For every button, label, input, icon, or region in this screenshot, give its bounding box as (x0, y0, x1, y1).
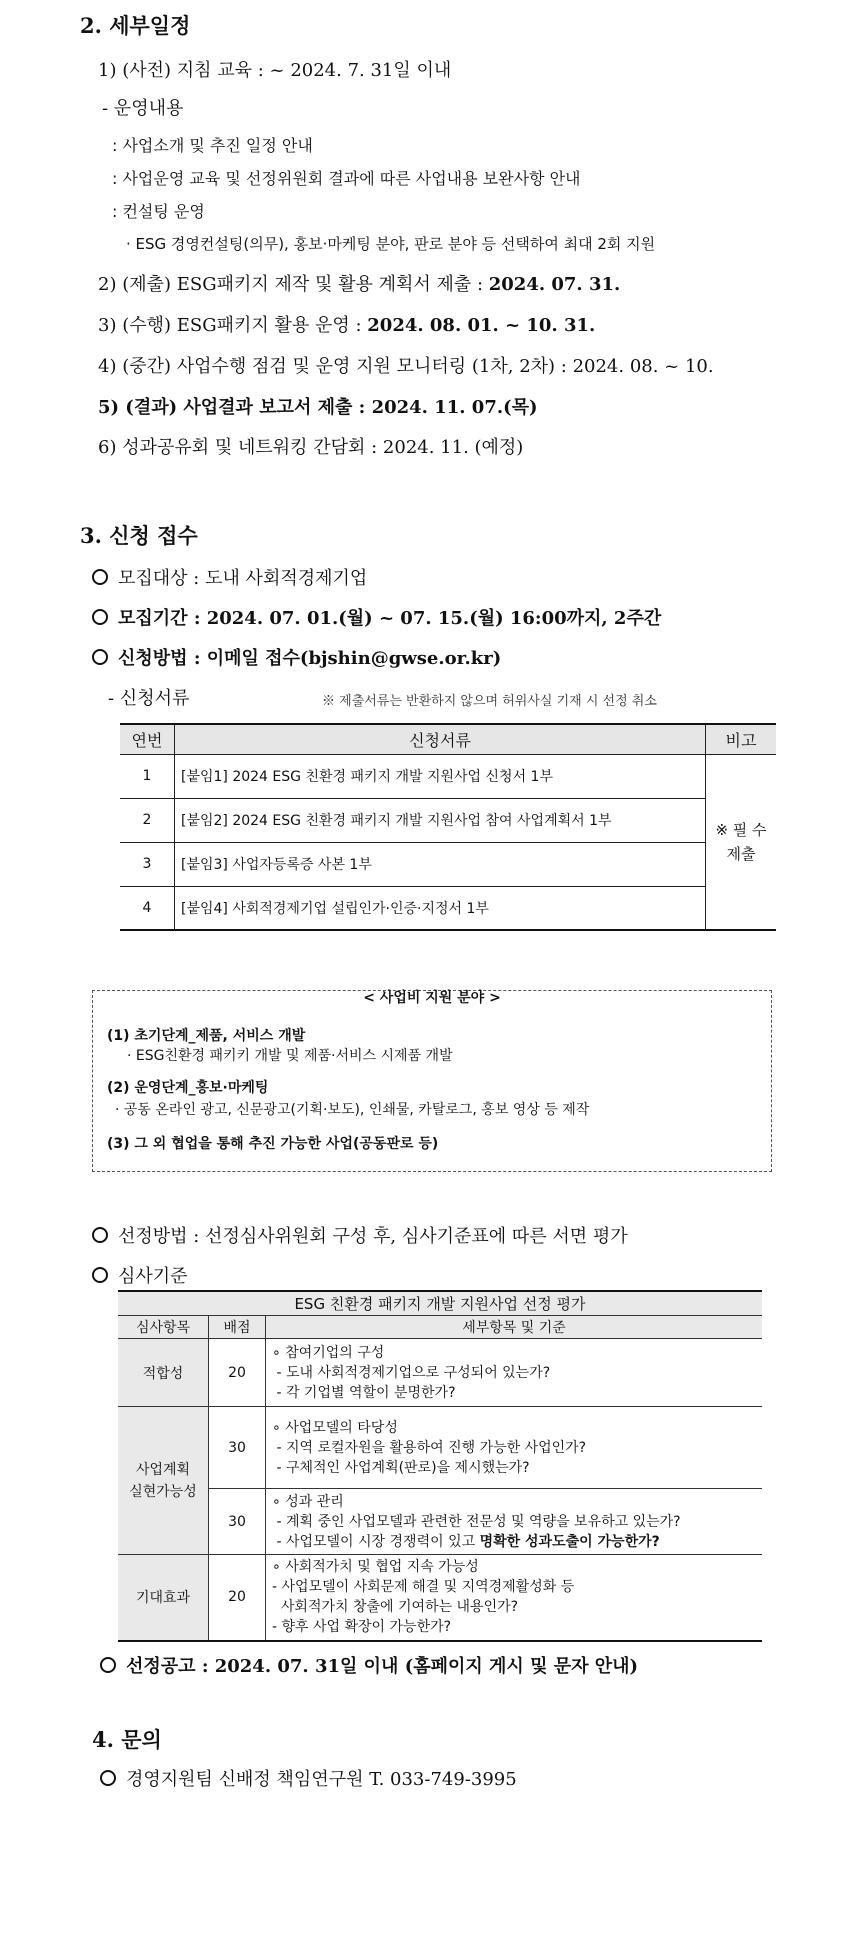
docs-header-note: 비고 (706, 724, 777, 754)
circle-bullet-icon (92, 649, 108, 665)
section2-title: 2. 세부일정 (80, 13, 191, 38)
announcement: 선정공고 : 2024. 07. 31일 이내 (홈페이지 게시 및 문자 안내) (100, 1652, 638, 1678)
eval-header-criteria: 세부항목 및 기준 (266, 1316, 763, 1339)
ops-line-2: : 사업운영 교육 및 선정위원회 결과에 따른 사업내용 보완사항 안내 (112, 169, 581, 188)
support-field-1-desc: · ESG친환경 패키키 개발 및 제품·서비스 시제품 개발 (127, 1048, 453, 1064)
selection-method: 선정방법 : 선정심사위원회 구성 후, 심사기준표에 따른 서면 평가 (92, 1222, 628, 1248)
support-field-3-title: (3) 그 외 협업을 통해 추진 가능한 사업(공동판로 등) (107, 1136, 439, 1152)
docs-row-note: ※ 필 수 제출 (706, 754, 777, 930)
eval-table (118, 1290, 762, 1642)
eval-header-score: 배점 (209, 1316, 266, 1339)
docs-row-no: 2 (120, 798, 175, 842)
circle-bullet-icon (92, 1227, 108, 1243)
ops-line-3-sub: · ESG 경영컨설팅(의무), 홍보·마케팅 분야, 판로 분야 등 선택하여 최대 2회 지원 (126, 235, 656, 253)
schedule-item-1: 1) (사전) 지침 교육 : ~ 2024. 7. 31일 이내 (98, 60, 452, 81)
support-field-2-desc: · 공동 온라인 광고, 신문광고(기획·보도), 인쇄물, 카탈로그, 홍보 영상 등 제작 (115, 1102, 590, 1118)
table-row (118, 1339, 762, 1407)
docs-row-no: 1 (120, 754, 175, 798)
eval-header-item: 심사항목 (118, 1316, 209, 1339)
eval-score: 30 (209, 1407, 266, 1489)
table-row (118, 1407, 762, 1489)
eval-criteria: ∘ 사회적가치 및 협업 지속 가능성 - 사업모델이 사회문제 해결 및 지역경제활성화 등 사회적가치 창출에 기여하는 내용인가? - 향후 사업 확장이 가능한가? (266, 1555, 763, 1641)
circle-bullet-icon (100, 1770, 116, 1786)
eval-item: 적합성 (118, 1339, 209, 1407)
docs-header-no: 연번 (120, 724, 175, 754)
ops-line-1: : 사업소개 및 추진 일정 안내 (112, 136, 313, 155)
eval-criteria: ∘ 성과 관리 - 계획 중인 사업모델과 관련한 전문성 및 역량을 보유하고 있는가? - 사업모델이 시장 경쟁력이 있고 명확한 성과도출이 가능한가? (266, 1489, 763, 1555)
schedule-item-2: 2) (제출) ESG패키지 제작 및 활용 계획서 제출 : 2024. 07. 31. (98, 274, 621, 295)
schedule-item-6: 6) 성과공유회 및 네트워킹 간담회 : 2024. 11. (예정) (98, 437, 524, 458)
eval-score: 20 (209, 1339, 266, 1407)
support-field-1-title: (1) 초기단계_제품, 서비스 개발 (107, 1028, 306, 1044)
eval-criteria: ∘ 참여기업의 구성 - 도내 사회적경제기업으로 구성되어 있는가? - 각 기업별 역할이 분명한가? (266, 1339, 763, 1407)
docs-table (120, 723, 776, 931)
table-row (120, 754, 776, 798)
schedule-item-4: 4) (중간) 사업수행 점검 및 운영 지원 모니터링 (1차, 2차) : 2024. 08. ~ 10. (98, 356, 714, 377)
ops-title: - 운영내용 (102, 98, 184, 119)
eval-item: 기대효과 (118, 1555, 209, 1641)
schedule-item-5: 5) (결과) 사업결과 보고서 제출 : 2024. 11. 07.(목) (98, 397, 538, 418)
table-row (120, 842, 776, 886)
docs-row-doc: [붙임2] 2024 ESG 친환경 패키지 개발 지원사업 참여 사업계획서 1부 (175, 798, 706, 842)
docs-title: - 신청서류 (108, 688, 190, 709)
table-row (118, 1489, 762, 1555)
docs-row-doc: [붙임4] 사회적경제기업 설립인가·인증·지정서 1부 (175, 886, 706, 930)
docs-row-doc: [붙임3] 사업자등록증 사본 1부 (175, 842, 706, 886)
eval-criteria: ∘ 사업모델의 타당성 - 지역 로컬자원을 활용하여 진행 가능한 사업인가? - 구체적인 사업계획(판로)을 제시했는가? (266, 1407, 763, 1489)
recruit-target: 모집대상 : 도내 사회적경제기업 (92, 564, 367, 590)
section3-title: 3. 신청 접수 (80, 523, 198, 548)
circle-bullet-icon (92, 569, 108, 585)
docs-header-doc: 신청서류 (175, 724, 706, 754)
eval-score: 30 (209, 1489, 266, 1555)
section4-title: 4. 문의 (92, 1727, 162, 1752)
table-row (120, 798, 776, 842)
schedule-item-3: 3) (수행) ESG패키지 활용 운영 : 2024. 08. 01. ~ 10. 31. (98, 315, 596, 336)
circle-bullet-icon (92, 1267, 108, 1283)
contact: 경영지원팀 신배정 책임연구원 T. 033-749-3995 (100, 1765, 517, 1791)
apply-method: 신청방법 : 이메일 접수(bjshin@gwse.or.kr) (92, 644, 501, 670)
docs-note: ※ 제출서류는 반환하지 않으며 허위사실 기재 시 선정 취소 (322, 694, 657, 709)
eval-score: 20 (209, 1555, 266, 1641)
docs-row-no: 4 (120, 886, 175, 930)
recruit-period: 모집기간 : 2024. 07. 01.(월) ~ 07. 15.(월) 16:00까지, 2주간 (92, 604, 661, 630)
docs-row-doc: [붙임1] 2024 ESG 친환경 패키지 개발 지원사업 신청서 1부 (175, 754, 706, 798)
criteria-title: 심사기준 (92, 1262, 188, 1288)
eval-caption: ESG 친환경 패키지 개발 지원사업 선정 평가 (118, 1291, 762, 1316)
support-box-title: < 사업비 지원 분야 > (363, 990, 501, 1006)
table-row (118, 1555, 762, 1641)
ops-line-3: : 컨설팅 운영 (112, 202, 205, 221)
circle-bullet-icon (100, 1657, 116, 1673)
circle-bullet-icon (92, 609, 108, 625)
eval-item: 사업계획 실현가능성 (118, 1407, 209, 1555)
support-field-2-title: (2) 운영단계_홍보·마케팅 (107, 1080, 269, 1096)
table-row (120, 886, 776, 930)
docs-row-no: 3 (120, 842, 175, 886)
support-box (92, 990, 772, 1172)
